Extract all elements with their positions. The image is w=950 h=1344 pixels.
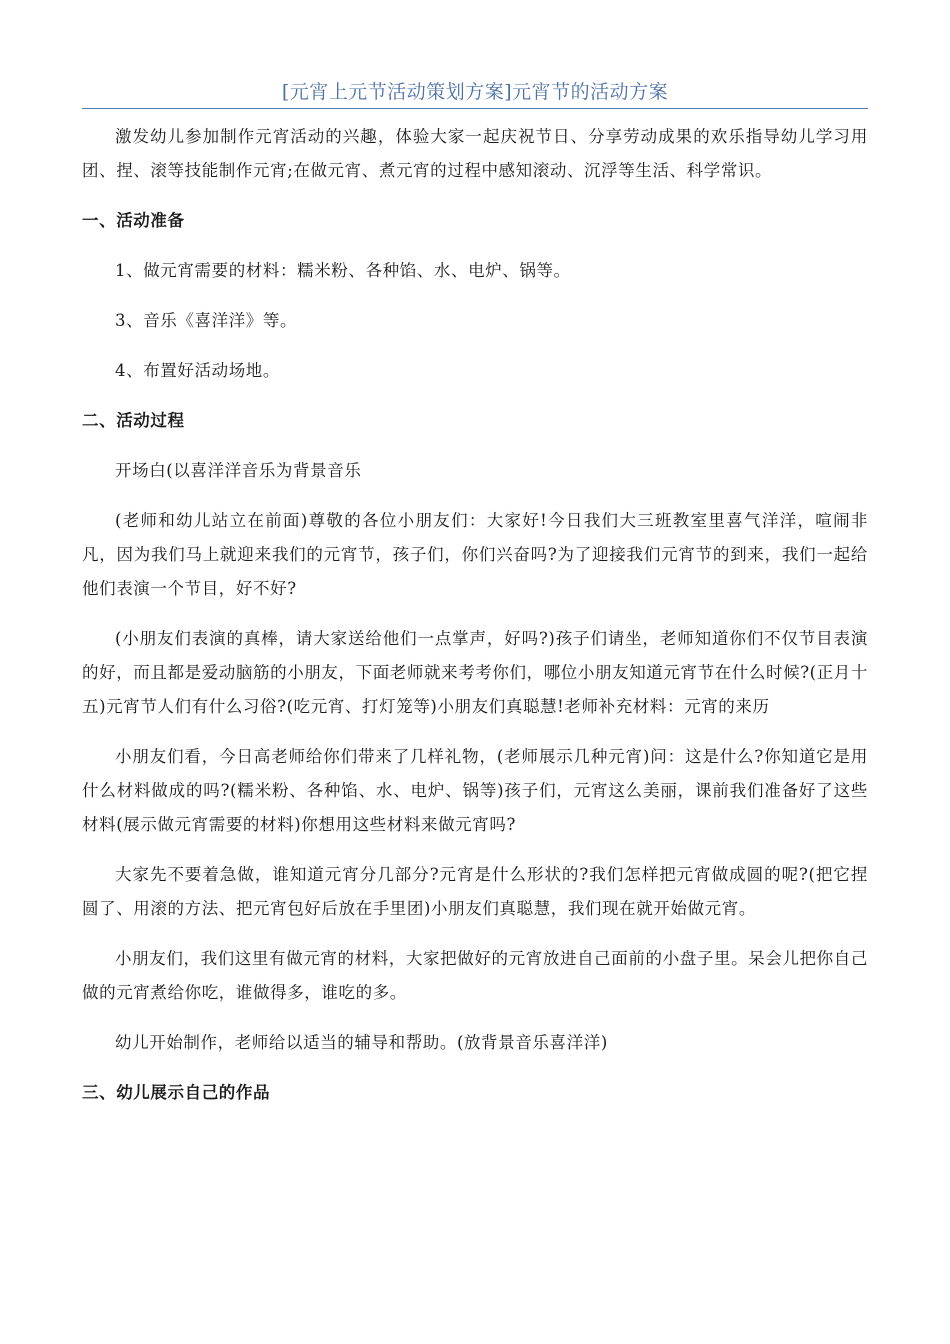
- intro-paragraph: 激发幼儿参加制作元宵活动的兴趣，体验大家一起庆祝节日、分享劳动成果的欢乐指导幼儿学习用团、捏、滚等技能制作元宵;在做元宵、煮元宵的过程中感知滚动、沉浮等生活、科学常识。: [82, 127, 868, 180]
- start-making-paragraph: 幼儿开始制作，老师给以适当的辅导和帮助。(放背景音乐喜洋洋): [115, 1033, 608, 1052]
- document-header-title: [元宵上元节活动策划方案]元宵节的活动方案: [281, 81, 669, 103]
- spacer: [82, 1010, 868, 1026]
- prep-item-1: 1、做元宵需要的材料：糯米粉、各种馅、水、电炉、锅等。: [115, 261, 571, 280]
- spacer: [82, 188, 868, 204]
- spacer: [82, 724, 868, 740]
- opening-paragraph: 开场白(以喜洋洋音乐为背景音乐: [115, 461, 362, 480]
- spacer: [82, 288, 868, 304]
- prep-item-4: 4、布置好活动场地。: [115, 361, 280, 380]
- spacer: [82, 842, 868, 858]
- spacer: [82, 388, 868, 404]
- gifts-paragraph: 小朋友们看，今日高老师给你们带来了几样礼物，(老师展示几种元宵)问：这是什么?你知道它是用什么材料做成的吗?(糯米粉、各种馅、水、电炉、锅等)孩子们，元宵这么美丽，课前我们准备好了这些材料(展示做元宵需要的材料)你想用这些材料来做元宵吗?: [82, 747, 868, 834]
- materials-paragraph: 小朋友们，我们这里有做元宵的材料，大家把做好的元宵放进自己面前的小盘子里。呆会儿把你自己做的元宵煮给你吃，谁做得多，谁吃的多。: [82, 949, 868, 1002]
- spacer: [82, 238, 868, 254]
- section-heading-showcase: 三、幼儿展示自己的作品: [82, 1083, 271, 1102]
- performance-paragraph: (小朋友们表演的真棒，请大家送给他们一点掌声，好吗?)孩子们请坐，老师知道你们不仅节目表演的好，而且都是爱动脑筋的小朋友，下面老师就来考考你们，哪位小朋友知道元宵节在什么时候?(正月十五)元宵节人们有什么习俗?(吃元宵、打灯笼等)小朋友们真聪慧!老师补充材料：元宵的来历: [82, 629, 868, 716]
- document-body: [82, 120, 868, 1110]
- spacer: [82, 606, 868, 622]
- section-heading-process: 二、活动过程: [82, 411, 185, 430]
- spacer: [82, 488, 868, 504]
- header-divider: [82, 108, 868, 109]
- spacer: [82, 438, 868, 454]
- spacer: [82, 338, 868, 354]
- teacher-greeting-paragraph: (老师和幼儿站立在前面)尊敬的各位小朋友们：大家好!今日我们大三班教室里喜气洋洋，喧闹非凡，因为我们马上就迎来我们的元宵节，孩子们，你们兴奋吗?为了迎接我们元宵节的到来，我们一起给他们表演一个节目，好不好?: [82, 511, 868, 598]
- spacer: [82, 1060, 868, 1076]
- prep-item-3: 3、音乐《喜洋洋》等。: [115, 311, 298, 330]
- spacer: [82, 926, 868, 942]
- section-heading-preparation: 一、活动准备: [82, 211, 185, 230]
- not-hurry-paragraph: 大家先不要着急做，谁知道元宵分几部分?元宵是什么形状的?我们怎样把元宵做成圆的呢?(把它捏圆了、用滚的方法、把元宵包好后放在手里团)小朋友们真聪慧，我们现在就开始做元宵。: [82, 865, 868, 918]
